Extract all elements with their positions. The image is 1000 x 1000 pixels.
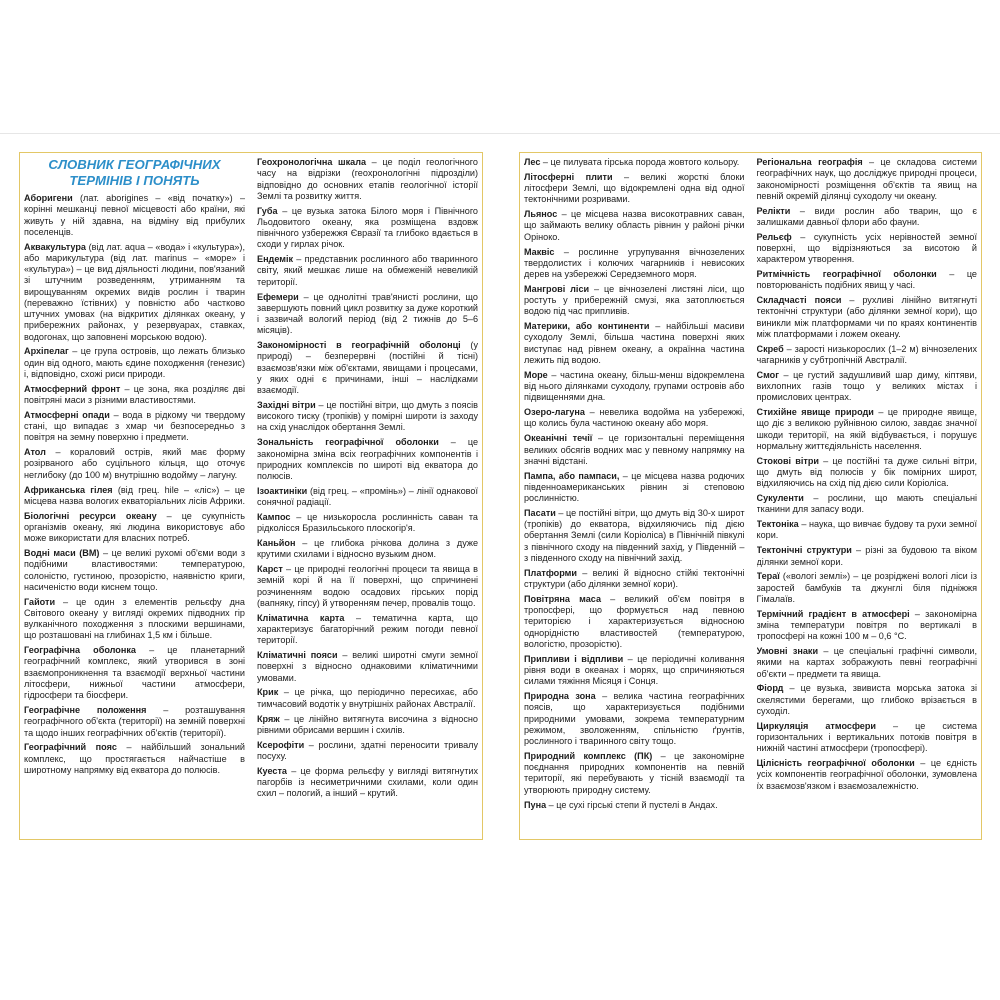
column-4 xyxy=(757,157,978,836)
glossary-definition: – це пилувата гірська порода жовтого кольору. xyxy=(540,157,740,167)
glossary-definition: – це повторюваність подібних явищ у часі. xyxy=(756,269,977,291)
glossary-definition: – це однолітні трав'янисті рослини, що завершують повний цикл розвитку за дуже короткий і зазвичай вологий період (від 2 тижнів до 5–6 місяців). xyxy=(257,291,478,336)
glossary-term: Західні вітри xyxy=(257,399,316,410)
glossary-entry xyxy=(757,758,978,792)
glossary-entry xyxy=(257,254,478,288)
glossary-term: Умовні знаки xyxy=(756,646,819,657)
glossary-definition: (від грец. hile – «ліс») – це місцева назва вологих екваторіальних лісів Африки. xyxy=(24,484,245,506)
glossary-entry xyxy=(524,751,745,796)
glossary-definition: – це річка, що періодично пересихає, або тимчасовий водотік у внутрішніх районах Австралії. xyxy=(257,687,478,709)
column-3 xyxy=(524,157,745,836)
glossary-entry xyxy=(257,613,478,647)
glossary-definition: – це горизонтальні переміщення великих обсягів водних мас у певному напрямку на значні відстані. xyxy=(524,433,745,466)
glossary-definition: – це складова системи географічних наук, що досліджує природні процеси, закономірності розміщення об'єктів та явищ на певній окремій ділянці суходолу чи океану. xyxy=(756,157,977,201)
glossary-definition: – сукупність усіх нерівностей земної поверхні, що відрізняються за висотою й характером утворення. xyxy=(756,231,977,265)
glossary-definition: – наука, що вивчає будову та рухи земної кори. xyxy=(756,519,977,541)
glossary-term: Географічний пояс xyxy=(24,742,117,753)
glossary-entry xyxy=(24,193,245,238)
glossary-definition: – це єдність усіх компонентів географічної оболонки, зумовлена їх взаємозв'язком і взаємозалежністю. xyxy=(756,758,977,791)
glossary-term: Атмосферний фронт xyxy=(24,383,121,394)
glossary-definition: – це система горизонтальних і вертикальних потоків повітря в нижній частині атмосфери (тропосфері). xyxy=(756,720,977,754)
glossary-definition: – це періодичні коливання рівня води в океанах і морях, що спричиняються силами тяжіння Місяця і Сонця. xyxy=(524,653,745,687)
glossary-term: Ритмічність географічної оболонки xyxy=(756,269,937,280)
glossary-definition: (лат. aborigines – «від початку») – корінні мешканці певної місцевості або країни, які живуть у ній здавна, на відміну від прибулих поселенців. xyxy=(24,193,245,237)
glossary-entry xyxy=(257,437,478,482)
glossary-entry xyxy=(24,511,245,545)
glossary-entry xyxy=(24,485,245,508)
glossary-entry xyxy=(524,433,745,467)
glossary-term: Сукуленти xyxy=(756,493,804,504)
glossary-entry xyxy=(257,340,478,396)
glossary-entry xyxy=(524,691,745,747)
glossary-term: Закономірності в географічній оболонці xyxy=(257,340,461,351)
glossary-definition: – кораловий острів, який має форму розірваного або суцільного кільця, що оточує неглибоку (до 100 м) внутрішню водойму – лагуну. xyxy=(24,447,245,480)
glossary-entry xyxy=(257,538,478,561)
glossary-term: Кампос xyxy=(257,512,291,522)
glossary-term: Ендемік xyxy=(257,254,294,265)
glossary-term: Природна зона xyxy=(524,691,596,702)
glossary-term: Льянос xyxy=(524,209,558,220)
glossary-definition: («вологі землі») – це розріджені вологі ліси із заростей бамбуків та джунглі біля підніжжя Гімалаїв. xyxy=(756,571,977,604)
glossary-definition: – це постійні вітри, що дмуть від 30-х широт (тропіків) до екватора, відхиляючись під дією обертання Землі (сили Коріоліса) в Північній півкулі з північного сходу на південний захід, у Південній – з південного сходу на північний захід. xyxy=(524,507,745,563)
glossary-term: Крик xyxy=(257,687,279,698)
glossary-entry xyxy=(24,548,245,593)
title-line-1: СЛОВНИК ГЕОГРАФІЧНИХ xyxy=(48,157,221,172)
glossary-definition: – це один з елементів рельєфу дна Світового океану у вигляді окремих підводних гір вулканічного походження з плоскими вершинами, що розташовані на глибинах 1,5 км і більше. xyxy=(24,596,245,641)
glossary-term: Океанічні течії xyxy=(524,433,593,444)
glossary-entry xyxy=(24,447,245,481)
glossary-definition: – це спеціальні графічні символи, якими на картах зображують певні географічні об'єкти – предмети та явища. xyxy=(756,646,977,679)
glossary-entry xyxy=(757,295,978,340)
glossary-entry xyxy=(24,242,245,343)
glossary-definition: – це вічнозелені листяні ліси, що ростуть у прибережній смузі, яка затоплюється водою під час припливів. xyxy=(524,283,745,317)
glossary-definition: – це місцева назва родючих південноамериканських рівнин зі степовою рослинністю. xyxy=(524,470,745,504)
glossary-entry xyxy=(524,407,745,430)
glossary-definition: – рослинне угрупування вічнозелених твердолистих і колючих чагарників і невисоких дерев на узбережжі Середземного моря. xyxy=(524,246,745,280)
glossary-definition: – це природні геологічні процеси та явища в земній корі й на її поверхні, що спричинені розчиненням водою осадових гірських порід (вапняку, гіпсу) й утворенням печер, провалів тощо. xyxy=(257,564,478,608)
glossary-term: Кряж xyxy=(257,713,280,724)
glossary-definition: – вода в рідкому чи твердому стані, що випадає з хмар чи безпосередньо з повітря на земну поверхню і предмети. xyxy=(24,409,245,443)
glossary-entry xyxy=(757,545,978,568)
glossary-term: Архіпелаг xyxy=(24,346,69,357)
glossary-entry xyxy=(524,594,745,650)
glossary-entry xyxy=(524,370,745,404)
glossary-definition: – це сухі гірські степи й пустелі в Андах. xyxy=(546,799,718,810)
glossary-definition: – це зона, яка розділяє дві повітряні маси з різними властивостями. xyxy=(24,383,245,406)
glossary-definition: – це вузька, звивиста морська затока зі скелястими берегами, що глибоко врізається в суходіл. xyxy=(756,683,977,716)
glossary-definition: – рослини, що мають спеціальні тканини для запасу води. xyxy=(756,493,977,515)
glossary-entry xyxy=(757,269,978,292)
glossary-term: Стокові вітри xyxy=(756,455,819,466)
glossary-definition: – це група островів, що лежать близько один від одного, мають єдине походження (генезис) і, відповідно, схожі риси природи. xyxy=(24,346,245,379)
glossary-definition: – найбільший зональний комплекс, що простягається найчастіше в широтному напрямку від екватора до полюсів. xyxy=(24,742,245,775)
glossary-entry xyxy=(257,206,478,251)
glossary-definition: – це постійні вітри, що дмуть з поясів високого тиску (тропіків) у помірні широти із заходу на схід унаслідок обертання Землі. xyxy=(257,399,478,433)
glossary-term: Географічна оболонка xyxy=(24,645,136,656)
glossary-definition: – це сукупність організмів океану, які людина використовує або може використати для власних потреб. xyxy=(24,510,245,544)
glossary-definition: – це поділ геологічного часу на відрізки (геохронологічні підрозділи) відповідно до основних етапів геологічної історії Землі та розвитку життя. xyxy=(257,157,478,201)
glossary-definition: (у природі) – безперервні (постійні й тісні) взаємозв'язки між об'єктами, явищами і процесами, у яких одні є причинами, інші – наслідками взаємодії. xyxy=(257,340,478,396)
glossary-entry xyxy=(257,512,478,535)
right-page xyxy=(519,152,982,840)
glossary-definition: (від грец. – «промінь») – лінії однакової сонячної радіації. xyxy=(257,485,478,508)
glossary-term: Ксерофіти xyxy=(257,739,305,750)
glossary-entry xyxy=(757,571,978,605)
glossary-term: Складчасті пояси xyxy=(756,295,842,306)
glossary-term: Пампа, або пампаси, xyxy=(524,470,620,481)
glossary-term: Платформи xyxy=(524,567,577,578)
glossary-term: Маквіс xyxy=(524,246,555,257)
glossary-term: Рельєф xyxy=(756,231,792,242)
glossary-definition: – тематична карта, що характеризує багаторічний режим погоди певної території. xyxy=(257,612,478,646)
glossary-term: Зональність географічної оболонки xyxy=(257,437,439,448)
glossary-entry xyxy=(24,384,245,407)
glossary-entry xyxy=(257,687,478,710)
glossary-entry xyxy=(24,705,245,739)
glossary-entry xyxy=(257,400,478,434)
glossary-definition: – це природне явище, що діє з великою руйнівною силою, завдає значної шкоди території, на якій відбувається, і порушує нормальну життєдіяльність населення. xyxy=(756,407,977,451)
glossary-definition: – види рослин або тварин, що є залишками давньої флори або фауни. xyxy=(756,205,977,227)
glossary-term: Ізоактиніки xyxy=(257,485,308,496)
glossary-definition: – рухливі лінійно витягнуті тектонічні структури (або ділянки земної кори), що виникли між платформами чи по краях континентів між платформами і ложем океану. xyxy=(756,295,977,339)
glossary-entry xyxy=(257,157,478,202)
glossary-definition: – це закономірне поєднання природних компонентів на певній території, які перебувають у тісній взаємодії та утворюють природну систему. xyxy=(524,750,745,795)
glossary-definition: – великі жорсткі блоки літосфери Землі, що відокремлені одна від одної тектонічними розривами. xyxy=(524,171,745,205)
glossary-term: Повітряна маса xyxy=(524,593,602,604)
glossary-definition: – різні за будовою та віком ділянки земної кори. xyxy=(756,545,977,567)
glossary-definition: – це густий задушливий шар диму, кіптяви, вихлопних газів тощо у великих містах і промислових центрах. xyxy=(756,369,977,403)
glossary-definition: (від лат. aqua – «вода» і «культура»), або марикультура (від лат. marinus – «море» і «культура») – це вид діяльності людини, пов'язаний зі штучним розведенням, утриманням та вирощуванням окремих видів рослин і тварин (переважно їстівних) у повністю або частково штучних умовах (на відкритих ділянках океану, у прибережних районах, у резервуарах, ставках, водогонах, що заповнені морською водою). xyxy=(24,241,245,342)
glossary-definition: – найбільші масиви суходолу Землі, більша частина поверхні яких виступає над рівнем океану, а окраїнна частина лежить під водою. xyxy=(524,321,745,365)
top-divider xyxy=(0,133,1000,134)
glossary-definition: – розташування географічного об'єкта (території) на земній поверхні та щодо інших географічних об'єктів (території). xyxy=(24,705,245,738)
glossary-definition: – це глибока річкова долина з дуже крутими схилами і відносно вузьким дном. xyxy=(257,538,478,560)
glossary-term: Куеста xyxy=(257,765,287,776)
glossary-term: Ефемери xyxy=(257,291,299,302)
glossary-entry xyxy=(524,654,745,688)
glossary-definition: – зарості низькорослих (1–2 м) вічнозелених чагарників у субтропічній Австралії. xyxy=(756,343,977,365)
glossary-definition: – великі й відносно стійкі тектонічні структури (або ділянки земної кори). xyxy=(524,567,745,590)
glossary-term: Термічний градієнт в атмосфері xyxy=(756,608,910,619)
glossary-term: Природний комплекс (ПК) xyxy=(524,750,653,761)
glossary-term: Атмосферні опади xyxy=(24,409,110,420)
glossary-entry xyxy=(524,284,745,318)
glossary-term: Тектонічні структури xyxy=(756,545,852,556)
glossary-entry xyxy=(757,232,978,266)
glossary-definition: – це лінійно витягнута височина з відносно рівними обрисами вершин і схилів. xyxy=(257,713,478,735)
glossary-term: Материки, або континенти xyxy=(524,321,650,332)
column-2 xyxy=(257,157,478,836)
glossary-definition: – це місцева назва високотравних саван, що займають велику область рівнин у районі річки Оріноко. xyxy=(524,209,745,242)
glossary-entry xyxy=(257,292,478,337)
glossary-term: Гайоти xyxy=(24,596,56,607)
glossary-term: Літосферні плити xyxy=(524,171,613,182)
glossary-term: Пуна xyxy=(524,799,547,810)
glossary-term: Озеро-лагуна xyxy=(524,407,585,418)
glossary-entry xyxy=(757,721,978,755)
glossary-term: Геохронологічна шкала xyxy=(257,157,367,167)
glossary-entry xyxy=(24,597,245,642)
glossary-definition: – це низькоросла рослинність саван та рідколісся Бразильського плоскогір'я. xyxy=(257,512,478,534)
glossary-entry xyxy=(524,209,745,243)
glossary-term: Географічне положення xyxy=(24,705,147,716)
glossary-term: Аквакультура xyxy=(24,241,86,252)
glossary-term: Каньйон xyxy=(257,538,296,549)
glossary-definition: – представник рослинного або тваринного світу, який мешкає лише на обмеженій невеликій території. xyxy=(257,254,478,287)
glossary-entry xyxy=(257,564,478,609)
dictionary-title xyxy=(24,157,245,189)
glossary-entry xyxy=(757,157,978,202)
glossary-term: Атол xyxy=(24,447,46,458)
glossary-entry xyxy=(257,486,478,509)
glossary-entry xyxy=(24,742,245,776)
glossary-term: Море xyxy=(524,369,548,380)
glossary-term: Смог xyxy=(756,369,780,380)
glossary-entry xyxy=(524,568,745,591)
glossary-definition: – це постійні та дуже сильні вітри, що дмуть від полюсів у бік помірних широт, відхиляючись на схід під дією сили Коріоліса. xyxy=(756,455,977,489)
glossary-entry xyxy=(524,172,745,206)
glossary-definition: – рослини, здатні переносити тривалу посуху. xyxy=(257,739,478,761)
glossary-definition: – велика частина географічних поясів, що характеризується подібними природними умовами, зокрема температурним режимом, зволоженням, спільністю ґрунтів, рослинного і тваринного світу тощо. xyxy=(524,691,745,747)
glossary-term: Кліматична карта xyxy=(257,612,345,623)
glossary-entry xyxy=(257,714,478,737)
glossary-definition: – це великі рухомі об'єми води з подібними властивостями: температурою, солоністю, густиною, прозорістю, наявністю криги, насиченістю води киснем тощо. xyxy=(24,548,245,592)
glossary-definition: – це вузька затока Білого моря і Північного Льодовитого океану, яка розміщена вздовж північного узбережжя Євразії та глибоко вдається в сходи у гирлах річок. xyxy=(257,205,478,250)
glossary-entry xyxy=(257,766,478,800)
glossary-entry xyxy=(257,740,478,763)
glossary-definition: – невелика водойма на узбережжі, що колись була частиною океану або моря. xyxy=(524,407,745,429)
glossary-entry xyxy=(757,206,978,229)
glossary-term: Стихійне явище природи xyxy=(756,407,874,418)
glossary-entry xyxy=(757,407,978,452)
glossary-term: Фіорд xyxy=(756,683,784,694)
glossary-entry xyxy=(524,321,745,366)
glossary-term: Губа xyxy=(257,205,278,216)
left-page xyxy=(19,152,483,840)
glossary-term: Кліматичні пояси xyxy=(257,650,338,661)
glossary-entry xyxy=(757,456,978,490)
glossary-entry xyxy=(757,609,978,643)
glossary-entry xyxy=(757,519,978,542)
glossary-term: Мангрові ліси xyxy=(524,283,590,294)
glossary-entry xyxy=(757,370,978,404)
glossary-entry xyxy=(757,646,978,680)
glossary-term: Регіональна географія xyxy=(756,157,863,167)
glossary-term: Релікти xyxy=(756,205,791,216)
glossary-definition: – великі широтні смуги земної поверхні з відносно однаковими кліматичними умовами. xyxy=(257,650,478,683)
glossary-term: Лес xyxy=(524,157,541,167)
glossary-entry xyxy=(24,346,245,380)
glossary-definition: – великий об'єм повітря в тропосфері, що формується над певною територією і характеризується відносною однорідністю властивостей (температурою, вологістю, прозорістю). xyxy=(524,593,745,649)
glossary-entry xyxy=(24,645,245,701)
glossary-term: Циркуляція атмосфери xyxy=(756,720,876,731)
glossary-term: Цілісність географічної оболонки xyxy=(756,758,915,769)
glossary-definition: – закономірна зміна температури повітря по вертикалі в тропосфері на кожні 100 м – 0,6 °С. xyxy=(756,608,977,642)
glossary-entry xyxy=(524,247,745,281)
glossary-term: Африканська гілея xyxy=(24,484,113,495)
glossary-term: Тектоніка xyxy=(756,519,799,530)
glossary-entry xyxy=(757,683,978,717)
glossary-entry xyxy=(524,508,745,564)
glossary-entry xyxy=(24,410,245,444)
glossary-entry xyxy=(757,344,978,367)
glossary-term: Біологічні ресурси океану xyxy=(24,510,157,521)
glossary-definition: – це закономірна зміна всіх географічних компонентів і природних комплексів по широті від екватора до полюсів. xyxy=(257,437,478,482)
glossary-entry xyxy=(757,493,978,516)
glossary-entry xyxy=(524,471,745,505)
glossary-term: Пасати xyxy=(524,507,556,518)
column-1 xyxy=(24,157,245,836)
glossary-definition: – це форма рельєфу у вигляді витягнутих пагорбів із несиметричними схилами, коли один схил – пологий, а інший – крутий. xyxy=(257,765,478,799)
glossary-term: Водні маси (ВМ) xyxy=(24,548,100,558)
glossary-entry xyxy=(524,800,745,811)
glossary-term: Припливи і відпливи xyxy=(524,653,624,664)
glossary-term: Скреб xyxy=(756,343,784,354)
glossary-term: Тераї xyxy=(756,571,780,582)
glossary-definition: – частина океану, більш-менш відокремлена від нього ділянками суходолу, групами островів або підвищеннями дна. xyxy=(524,369,745,403)
glossary-entry xyxy=(524,157,745,168)
glossary-term: Карст xyxy=(257,564,283,575)
title-line-2: ТЕРМІНІВ І ПОНЯТЬ xyxy=(69,173,200,188)
glossary-entry xyxy=(257,650,478,684)
glossary-definition: – це планетарний географічний комплекс, який утворився в зоні взаємопроникнення та взаємодії верхньої частини літосфери, нижньої частини атмосфери, гідросфери та біосфери. xyxy=(24,645,245,701)
glossary-term: Аборигени xyxy=(24,193,73,203)
